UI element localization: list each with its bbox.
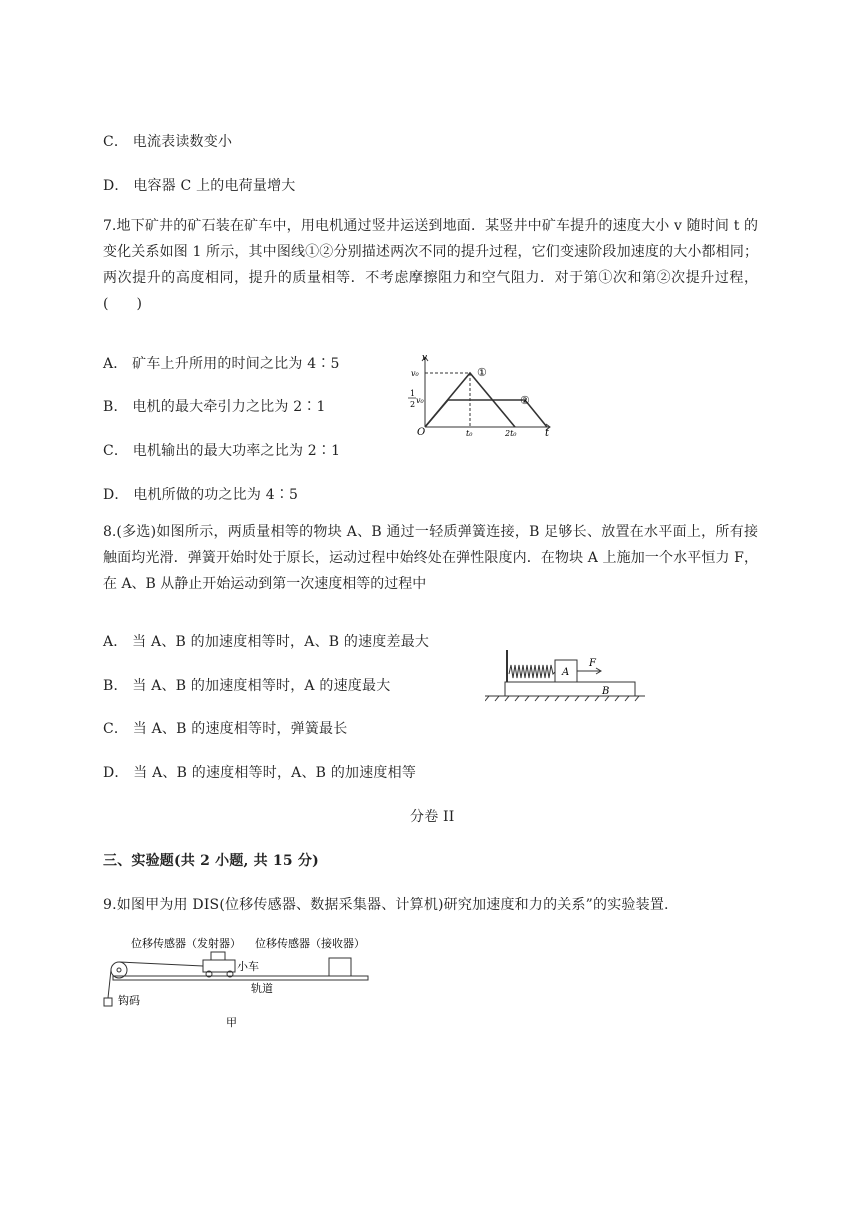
cart bbox=[203, 960, 235, 972]
origin-label: O bbox=[417, 427, 426, 437]
t-axis-label: t bbox=[545, 428, 550, 437]
cart-label: 小车 bbox=[237, 960, 259, 973]
q7-option-c: C． 电机输出的最大功率之比为 2∶1 bbox=[103, 443, 341, 459]
spring bbox=[509, 665, 555, 678]
q7-option-b: B． 电机的最大牵引力之比为 2∶1 bbox=[103, 399, 326, 415]
string-horizontal bbox=[119, 962, 203, 966]
q6-option-d: D． 电容器 C 上的电荷量增大 bbox=[103, 178, 296, 194]
t0-label: t₀ bbox=[466, 429, 473, 437]
volume-title: 分卷 II bbox=[410, 809, 455, 825]
block-b-label: B bbox=[602, 686, 610, 697]
dis-apparatus-figure bbox=[103, 930, 373, 1030]
q7-stem: 7.地下矿井的矿石装在矿车中，用电机通过竖井运送到地面．某竖井中矿车提升的速度大小 v 随时间 t 的变化关系如图 1 所示，其中图线①②分别描述两次不同的提升过程，它们变速阶段加速度的大小都相同；两次提升的高度相同，提升的质量相等．不考虑摩擦阻力和空气阻力．对于第①次和第②次提升过程，( ) bbox=[103, 218, 758, 312]
ground-hatch bbox=[485, 696, 639, 701]
block-a-label: A bbox=[562, 667, 570, 678]
curve-2-label: ② bbox=[520, 394, 530, 407]
q9-stem: 9.如图甲为用 DIS(位移传感器、数据采集器、计算机)研究加速度和力的关系”的实验装置. bbox=[103, 897, 669, 913]
figure-caption: 甲 bbox=[226, 1016, 237, 1029]
force-label: F bbox=[589, 658, 596, 669]
emitter-box bbox=[211, 952, 225, 960]
pulley-axle bbox=[117, 968, 121, 972]
receiver-box bbox=[329, 958, 351, 976]
hook-weight bbox=[104, 998, 112, 1006]
track bbox=[113, 976, 368, 980]
v-axis-label: v bbox=[422, 353, 428, 363]
q7-option-a: A． 矿车上升所用的时间之比为 4∶5 bbox=[103, 356, 340, 372]
emitter-label: 位移传感器（发射器） bbox=[131, 937, 241, 950]
half-denominator: 2 bbox=[410, 400, 416, 409]
half-v0-label: v₀ bbox=[416, 396, 424, 405]
v0-label: v₀ bbox=[411, 369, 419, 378]
section-heading: 三、实验题(共 2 小题, 共 15 分) bbox=[103, 853, 319, 869]
hook-weight-label: 钩码 bbox=[118, 994, 140, 1007]
q8-option-a: A． 当 A、B 的加速度相等时，A、B 的速度差最大 bbox=[103, 634, 430, 650]
block-b bbox=[505, 682, 635, 696]
curve-1-label: ① bbox=[477, 366, 487, 379]
half-numerator: 1 bbox=[410, 389, 416, 398]
q7-option-d: D． 电机所做的功之比为 4∶5 bbox=[103, 487, 299, 503]
two-t0-label: 2t₀ bbox=[505, 429, 517, 437]
q8-option-d: D． 当 A、B 的速度相等时，A、B 的加速度相等 bbox=[103, 765, 417, 781]
spring-block-figure bbox=[485, 648, 645, 703]
receiver-label: 位移传感器（接收器） bbox=[255, 937, 365, 950]
vt-graph-figure bbox=[405, 352, 555, 437]
track-label: 轨道 bbox=[251, 982, 273, 995]
q8-stem: 8.(多选)如图所示，两质量相等的物块 A、B 通过一轻质弹簧连接，B 足够长、放置在水平面上，所有接触面均光滑．弹簧开始时处于原长，运动过程中始终处在弹性限度内．在物块 A 上施加一个水平恒力 F，在 A、B 从静止开始运动到第一次速度相等的过程中 bbox=[103, 524, 758, 592]
q8-option-b: B． 当 A、B 的加速度相等时，A 的速度最大 bbox=[103, 678, 391, 694]
string-vertical bbox=[108, 970, 111, 998]
q6-option-c: C． 电流表读数变小 bbox=[103, 134, 233, 150]
q8-option-c: C． 当 A、B 的速度相等时，弹簧最长 bbox=[103, 721, 348, 737]
